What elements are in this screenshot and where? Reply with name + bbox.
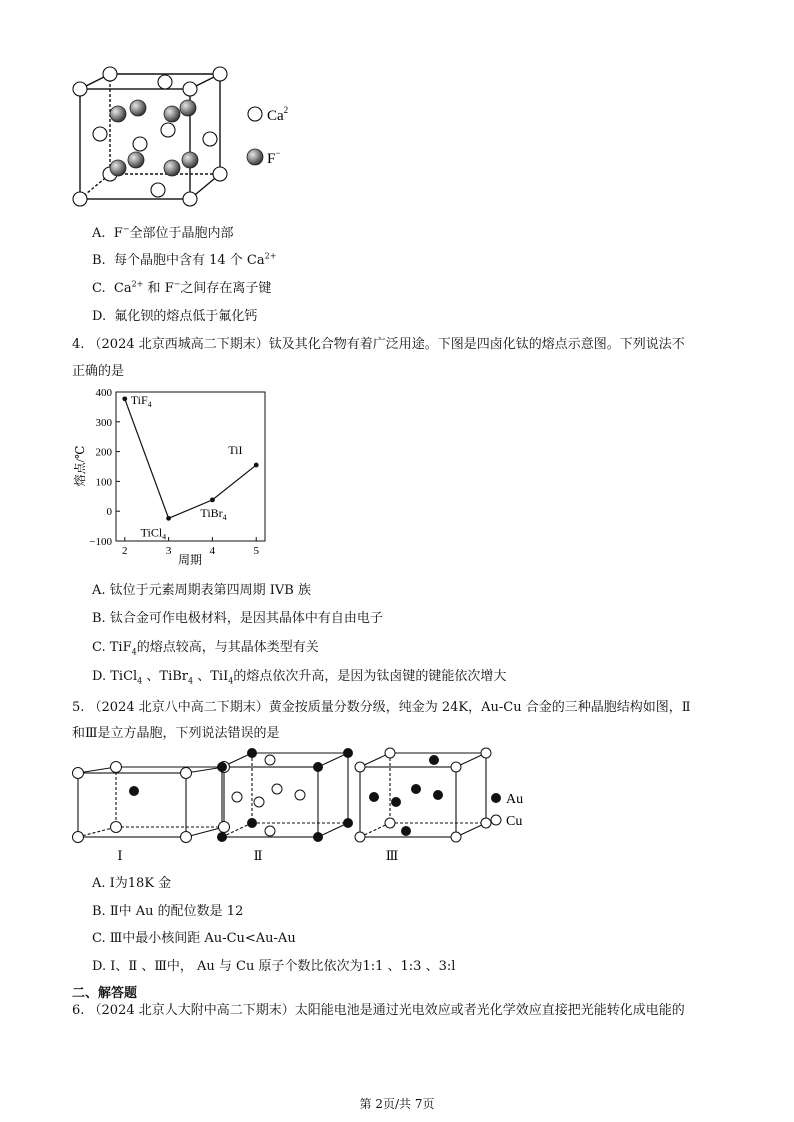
ca-ion: [183, 82, 197, 96]
q3-option-d: D. 氟化钡的熔点低于氟化钙: [92, 309, 258, 324]
au-cu-cells-figure: [70, 745, 540, 867]
q5-stem-line2: 和Ⅲ是立方晶胞，下列说法错误的是: [72, 726, 280, 741]
q3-option-b: B. 每个晶胞中含有 14 个 $Ca^{2+}$: [92, 251, 277, 268]
y-tick-label: −100: [89, 536, 112, 548]
x-tick-label: 3: [165, 545, 172, 557]
x-tick-label: 4: [209, 545, 216, 557]
q3-option-a: A. F−全部位于晶胞内部: [92, 224, 234, 241]
ca-ion: [133, 137, 147, 151]
point-label: TiI: [228, 443, 243, 458]
q4-stem-line2: 正确的是: [72, 364, 125, 379]
y-tick-label: 0: [106, 506, 112, 519]
section-title: 二、解答题: [72, 986, 138, 1001]
ca-ion: [183, 192, 197, 206]
point-label: TiF$_4$: [130, 392, 152, 409]
ca-ion: [73, 82, 87, 96]
f-ion: [164, 160, 180, 176]
y-axis-label: 熔点/℃: [73, 445, 87, 487]
ca-ion: [93, 127, 107, 141]
melting-point-chart: [70, 382, 280, 570]
y-tick-label: 100: [95, 476, 112, 489]
ca-ion: [213, 167, 227, 181]
point-label: TiBr$_4$: [200, 505, 227, 522]
caf2-unit-cell-figure: [70, 62, 310, 212]
q4-option-c: C. TiF$_4$的熔点较高，与其晶体类型有关: [92, 640, 319, 657]
q6-stem: 6. （2024 北京人大附中高二下期末）太阳能电池是通过光电效应或者光化学效应直接把光能转化成电能的: [72, 1003, 685, 1018]
q4-option-d: D. TiCl$_4$ 、TiBr$_4$ 、TiI$_4$的熔点依次升高，是因为钛卤键的键能依次增大: [92, 669, 507, 686]
cell-label-iii: Ⅲ: [385, 848, 399, 863]
ca-ion: [203, 132, 217, 146]
f-ion: [164, 106, 180, 122]
ca-ion: [73, 192, 87, 206]
data-point: [254, 463, 259, 468]
f-ion: [110, 106, 126, 122]
cell-label-ii: Ⅱ: [253, 848, 263, 863]
q5-option-c: C. Ⅲ中最小核间距 Au-Cu<Au-Au: [92, 931, 296, 946]
q4-stem-line1: 4. （2024 北京西城高二下期末）钛及其化合物有着广泛用途。下图是四卤化钛的熔点示意图。下列说法不: [72, 337, 685, 352]
q5-stem-line1: 5. （2024 北京八中高二下期末）黄金按质量分数分级，纯金为 24K，Au-Cu 合金的三种晶胞结构如图，Ⅱ: [72, 700, 691, 715]
ca-ion: [161, 123, 175, 137]
f-ion: [180, 100, 196, 116]
q4-option-b: B. 钛合金可作电极材料，是因其晶体中有自由电子: [92, 611, 383, 626]
legend-au: Au: [506, 792, 524, 807]
data-point: [210, 497, 215, 502]
q5-option-b: B. Ⅱ中 Au 的配位数是 12: [92, 904, 244, 919]
ca-ion: [158, 75, 172, 89]
ca-ion: [151, 183, 165, 197]
point-label: TiCl$_4$: [140, 525, 167, 542]
cell-label-i: Ⅰ: [117, 848, 123, 863]
series-line: [125, 399, 256, 518]
f-ion: [130, 100, 146, 116]
y-tick-label: 400: [95, 387, 112, 399]
x-tick-label: 2: [122, 545, 128, 557]
f-ion: [110, 160, 126, 176]
q5-option-a: A. Ⅰ为18K 金: [92, 876, 172, 891]
q5-option-d: D. Ⅰ、Ⅱ 、Ⅲ中， Au 与 Cu 原子个数比依次为1:1 、1:3 、3:l: [92, 959, 456, 974]
q4-option-a: A. 钛位于元素周期表第四周期 IVB 族: [92, 583, 311, 598]
x-tick-label: 5: [253, 545, 259, 557]
page-footer: 第 2页/共 7页: [359, 1097, 435, 1111]
y-tick-label: 300: [95, 416, 112, 429]
f-ion: [128, 152, 144, 168]
data-point: [166, 516, 171, 521]
x-axis-label: 周期: [177, 553, 203, 567]
f-ion: [182, 152, 198, 168]
data-point: [122, 396, 127, 401]
legend-cu: Cu: [506, 814, 523, 829]
ca-ion: [213, 67, 227, 81]
y-tick-label: 200: [95, 446, 112, 459]
ca-ion: [103, 67, 117, 81]
legend-ca-label: Ca$^2$: [267, 105, 289, 124]
q3-option-c: C. $Ca^{2+}$ 和 F−之间存在离子键: [92, 279, 272, 296]
legend-f-label: F−: [267, 148, 281, 167]
